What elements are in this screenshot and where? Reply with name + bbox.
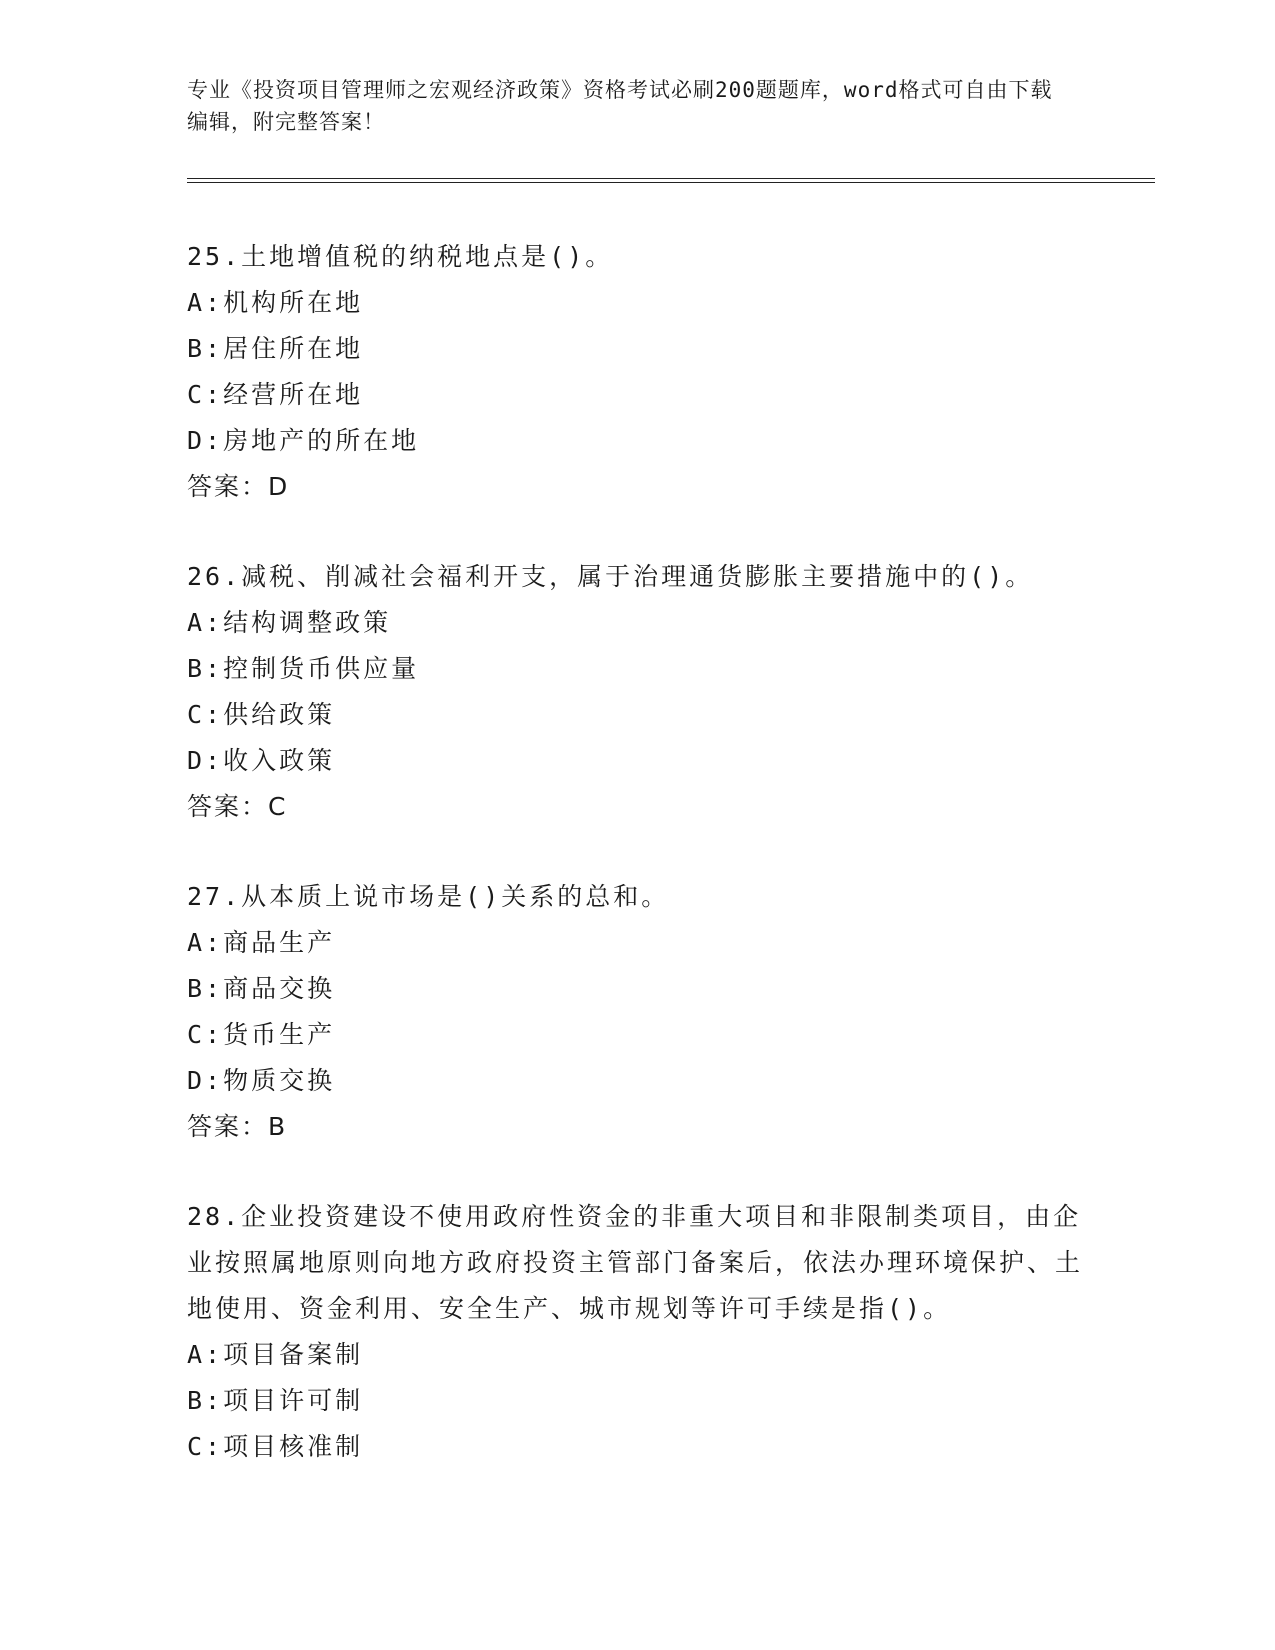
header-divider-top <box>187 178 1155 179</box>
intro-text: 专业《投资项目管理师之宏观经济政策》资格考试必刷200题题库，word格式可自由下载编辑，附完整答案！ <box>187 78 1053 134</box>
option-a: A:机构所在地 <box>187 288 364 317</box>
question-27 <box>187 874 1087 1150</box>
option-b: B:项目许可制 <box>187 1386 364 1415</box>
question-25 <box>187 234 1087 510</box>
option-b: B:居住所在地 <box>187 334 364 363</box>
question-28 <box>187 1194 1087 1470</box>
document-intro <box>187 74 1067 138</box>
answer: 答案：C <box>187 792 288 821</box>
option-c: C:货币生产 <box>187 1020 336 1049</box>
question-26 <box>187 554 1087 830</box>
option-d: D:房地产的所在地 <box>187 426 420 455</box>
option-a: A:商品生产 <box>187 928 336 957</box>
option-d: D:收入政策 <box>187 746 336 775</box>
option-d: D:物质交换 <box>187 1066 336 1095</box>
question-stem: 26.减税、削减社会福利开支，属于治理通货膨胀主要措施中的()。 <box>187 562 1034 591</box>
option-c: C:供给政策 <box>187 700 336 729</box>
option-b: B:商品交换 <box>187 974 336 1003</box>
answer: 答案：D <box>187 472 290 501</box>
option-c: C:项目核准制 <box>187 1432 364 1461</box>
header-divider-bottom <box>187 182 1155 183</box>
question-stem: 27.从本质上说市场是()关系的总和。 <box>187 882 670 911</box>
option-a: A:项目备案制 <box>187 1340 364 1369</box>
option-a: A:结构调整政策 <box>187 608 392 637</box>
option-b: B:控制货币供应量 <box>187 654 420 683</box>
answer: 答案：B <box>187 1112 288 1141</box>
question-stem: 28.企业投资建设不使用政府性资金的非重大项目和非限制类项目，由企业按照属地原则向地方政府投资主管部门备案后，依法办理环境保护、土地使用、资金利用、安全生产、城市规划等许可手续是指()。 <box>187 1202 1084 1323</box>
question-stem: 25.土地增值税的纳税地点是()。 <box>187 242 614 271</box>
option-c: C:经营所在地 <box>187 380 364 409</box>
